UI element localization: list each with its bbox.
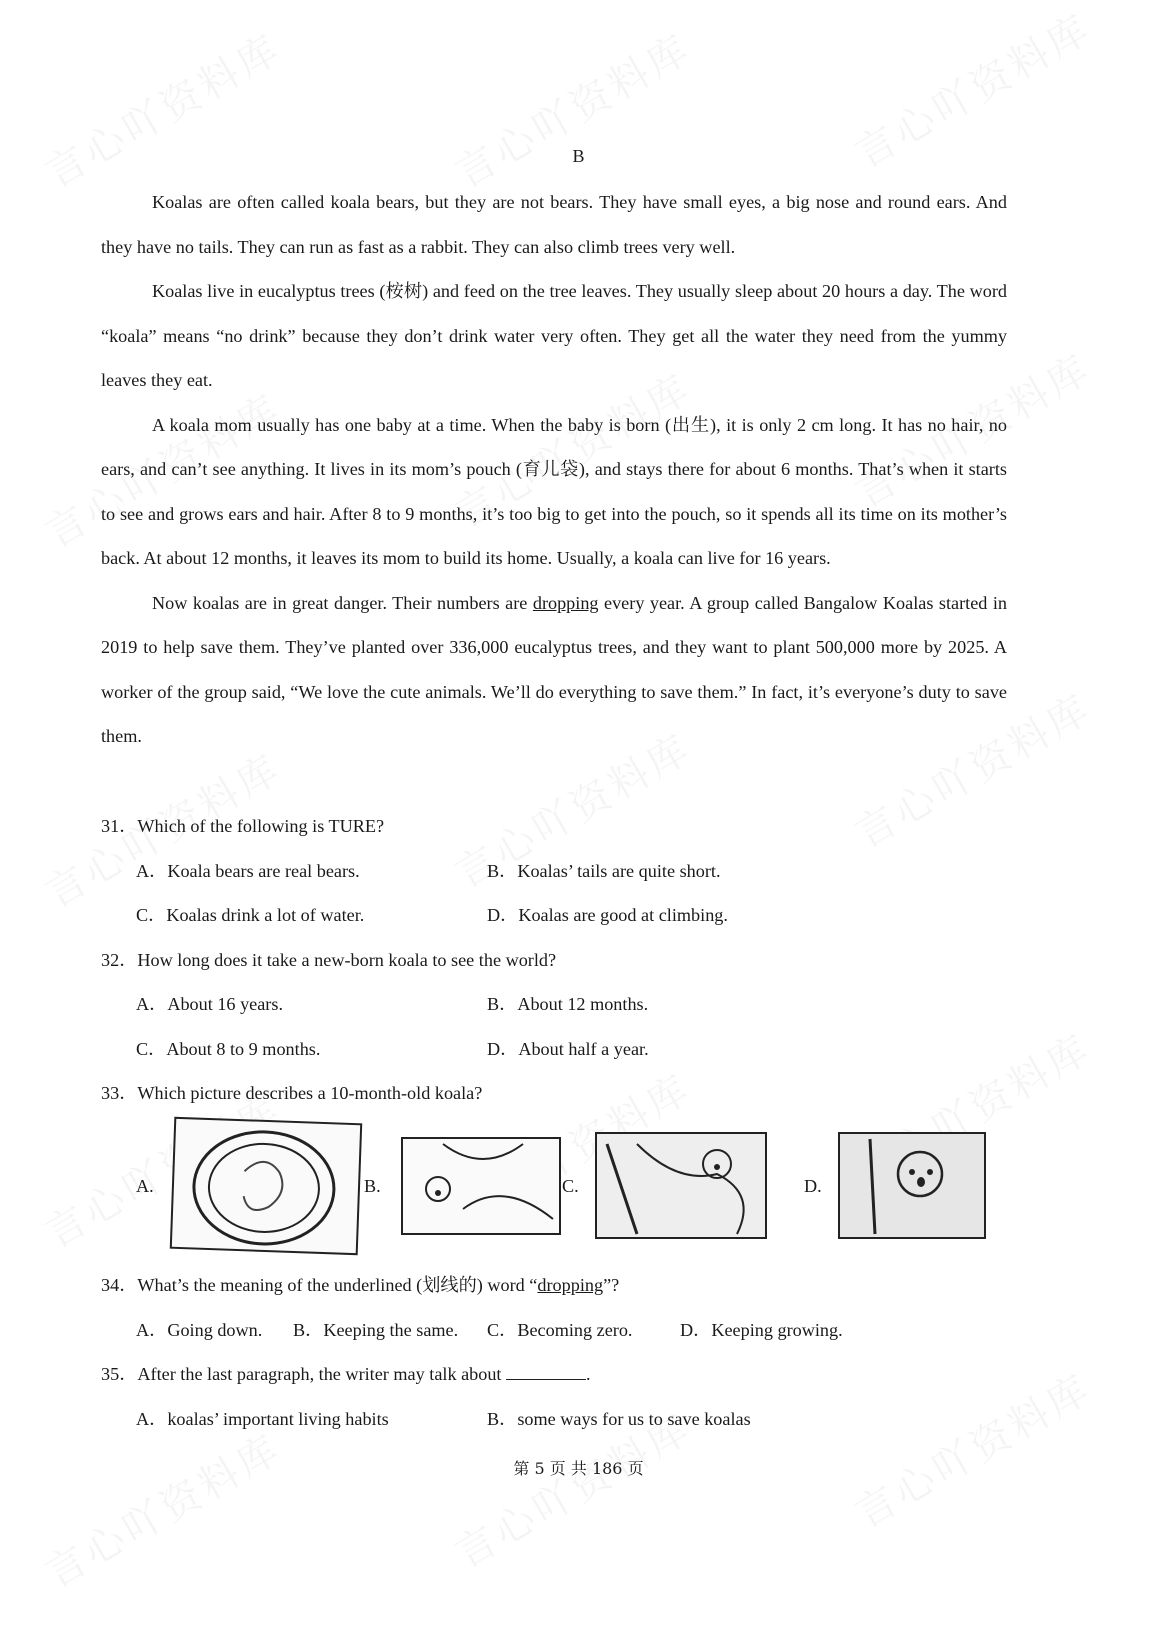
paragraph: Koalas live in eucalyptus trees (桉树) and feed on the tree leaves. They usually sleep about 20 hours a day. The word “koala” means “no drink” because they don’t drink water very often. They get all the water they need from the yummy leaves they eat. — [101, 281, 1007, 390]
text: 35．After the last paragraph, the writer may talk about — [101, 1364, 502, 1384]
underlined-word: dropping — [537, 1275, 604, 1295]
option-b: B．Koalas’ tails are quite short. — [487, 861, 721, 881]
picture-b-koala-in-pouch — [401, 1137, 561, 1235]
picture-label-b: B. — [364, 1176, 381, 1196]
picture-a-baby-in-pouch — [170, 1117, 362, 1255]
option-d: D．Keeping growing. — [680, 1320, 843, 1340]
picture-label-a: A. — [136, 1176, 154, 1196]
reading-passage — [101, 180, 1007, 759]
text: ”? — [603, 1275, 620, 1295]
option-a: A．About 16 years. — [136, 994, 283, 1014]
option-a: A．Going down. — [136, 1320, 263, 1340]
paragraph: Koalas are often called koala bears, but they are not bears. They have small eyes, a big nose and round ears. And they have no tails. They can run as fast as a rabbit. They can also climb trees very well. — [101, 192, 1007, 257]
option-c: C．About 8 to 9 months. — [136, 1039, 321, 1059]
section-label: B — [572, 146, 585, 166]
watermark — [843, 1358, 1100, 1539]
text: 34．What’s the meaning of the underlined (划线的) word “ — [101, 1275, 538, 1295]
page-footer: 第 5 页 共 186 页 — [513, 1459, 644, 1478]
question-35 — [101, 1360, 591, 1386]
watermark — [33, 1418, 290, 1599]
picture-label-d: D. — [804, 1176, 822, 1196]
option-b: B．About 12 months. — [487, 994, 649, 1014]
text: every year. A group called Bangalow Koalas started in 2019 to help save them. They’ve planted over 336,000 eucalyptus trees, and they want to plant 500,000 more by 2025. A worker of the group said, “We love the cute animals. We’ll do everything to save them.” In fact, it’s everyone’s duty to save them. — [101, 592, 1007, 746]
option-b: B．some ways for us to save koalas — [487, 1409, 751, 1429]
watermark — [443, 18, 700, 199]
picture-d-koala-alone-in-tree — [838, 1132, 986, 1239]
watermark — [33, 18, 290, 199]
option-a: A．Koala bears are real bears. — [136, 861, 360, 881]
question-32: 32．How long does it take a new-born koala to see the world? — [101, 950, 557, 970]
option-d: D．Koalas are good at climbing. — [487, 905, 728, 925]
picture-c-koala-on-mothers-back — [595, 1132, 767, 1239]
paragraph — [101, 581, 1007, 759]
text: . — [586, 1364, 591, 1384]
option-c: C．Koalas drink a lot of water. — [136, 905, 365, 925]
option-c: C．Becoming zero. — [487, 1320, 633, 1340]
answer-blank — [506, 1363, 586, 1380]
option-a: A．koalas’ important living habits — [136, 1409, 389, 1429]
picture-label-c: C. — [562, 1176, 579, 1196]
question-33: 33．Which picture describes a 10-month-old koala? — [101, 1083, 483, 1103]
text: Now koalas are in great danger. Their numbers are — [152, 592, 533, 613]
option-b: B．Keeping the same. — [293, 1320, 459, 1340]
question-34 — [101, 1271, 619, 1297]
underlined-word: dropping — [532, 592, 599, 613]
paragraph: A koala mom usually has one baby at a time. When the baby is born (出生), it is only 2 cm long. It has no hair, no ears, and can’t see anything. It lives in its mom’s pouch (育儿袋), and stays there for about 6 months. That’s when it starts to see and grows ears and hair. After 8 to 9 months, it’s too big to get into the pouch, so it spends all its time on its mother’s back. At about 12 months, it leaves its mom to build its home. Usually, a koala can live for 16 years. — [101, 414, 1007, 568]
question-31: 31．Which of the following is TURE? — [101, 816, 385, 836]
option-d: D．About half a year. — [487, 1039, 649, 1059]
